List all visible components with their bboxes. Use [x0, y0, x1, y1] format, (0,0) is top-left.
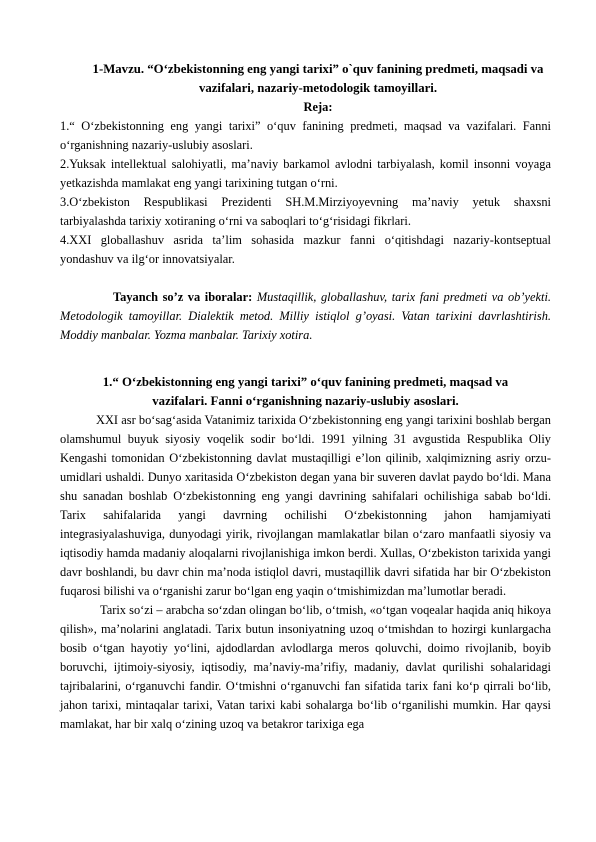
keywords-paragraph: [60, 288, 551, 345]
keywords-text: Mustaqillik, globallashuv, tarix fani predmeti va ob’yekti. Metodologik tamoyillar. Dialektik metod. Milliy istiqlol g’oyasi. Vatan tarixini davrlashtirish. Moddiy manbalar. Yozma manbalar. Tarixiy xotira.: [60, 290, 551, 342]
plan-item-2: 2.Yuksak intellektual salohiyatli, ma’naviy barkamol avlodni tarbiyalash, komil insonni voyaga yetkazishda mamlakat eng yangi tarixining tutgan o‘rni.: [60, 157, 551, 190]
keywords-label: Tayanch so’z va iboralar:: [113, 290, 253, 304]
section-paragraph-2: Tarix so‘zi – arabcha so‘zdan olingan bo‘lib, o‘tmish, «o‘tgan voqealar haqida aniq hikoya qilish», ma’nolarini anglatadi. Tarix butun insoniyatning uzoq o‘tmishdan to hozirgi kunlargacha bosib o‘tgan hayotiy yo‘lini, ajdodlardan avlodlarga meros qoluvchi, doimo rivojlanib, boyib boruvchi, ijtimoiy-siyosiy, iqtisodiy, ma’naviy-ma’rifiy, madaniy, davlat qurilishi sohalaridagi tajribalarini, o‘rganuvchi fandir. O‘tmishni o‘rganuvchi fan sifatida tarix fani ko‘p qirrali bo‘lib, jahon tarixi, mintaqalar tarixi, Vatan tarixi kabi sohalarga bo‘lib o‘rganilishi mumkin. Har qaysi mamlakat, har bir xalq o‘zining uzoq va betakror tarixiga ega: [60, 603, 551, 731]
section-paragraph-1: XXI asr bo‘sag‘asida Vatanimiz tarixida O‘zbekistonning eng yangi tarixini boshlab bergan olamshumul buyuk siyosiy voqelik sodir bo‘ldi. 1991 yilning 31 avgustida Respublika Oliy Kengashi tomonidan O‘zbekistonning davlat mustaqilligi e’lon qilinib, xalqimizning asriy orzu-umidlari ushaldi. Dunyo xaritasida O‘zbekiston degan yana bir suveren davlat paydo bo‘ldi. Mana shu sanadan boshlab O‘zbekistonning eng yangi davrining sahifalari ochilishiga sabab bo‘ldi. Tarix sahifalarida yangi davrning ochilishi O‘zbekistonning jahon hamjamiyati integrasiyalashuviga, dunyodagi yirik, rivojlangan mamlakatlar bilan o‘zaro manfaatli siyosiy va iqtisodiy hamda madaniy aloqalarni rivojlanishiga imkon berdi. Xullas, O‘zbekiston tarixida yangi davr boshlandi, bu davr chin ma’noda istiqlol davri, mustaqillik davri sifatida har bir O‘zbekiston fuqarosi bilishi va o‘rganishi zarur bo‘lgan eng yaqin o‘tmishimizdan ma’lumotlar beradi.: [60, 413, 551, 598]
section-body: [60, 411, 551, 734]
plan-item-3: 3.O‘zbekiston Respublikasi Prezidenti SH.M.Mirziyoyevning ma’naviy yetuk shaxsni tarbiyalashda tarixiy xotiraning o‘rni va saboqlari to‘g‘risidagi fikrlari.: [60, 195, 551, 228]
spacer: [85, 345, 551, 373]
plan-heading: Reja:: [303, 100, 333, 114]
plan-item-4: 4.XXI globallashuv asrida ta’lim sohasida mazkur fanni o‘qitishdagi nazariy-kontseptual yondashuv va ilg‘or innovatsiyalar.: [60, 233, 551, 266]
page-content: [60, 60, 551, 734]
document-title: 1-Mavzu. “O‘zbekistonning eng yangi tarixi” o`quv fanining predmeti, maqsadi va vazifalari, nazariy-metodologik tamoyillari.: [92, 62, 544, 95]
spacer: [85, 269, 551, 288]
plan-list: [60, 117, 551, 269]
plan-item-1: 1.“ O‘zbekistonning eng yangi tarixi” o‘quv fanining predmeti, maqsad va vazifalari. Fanni o‘rganishning nazariy-uslubiy asoslari.: [60, 119, 551, 152]
section-title: 1.“ O‘zbekistonning eng yangi tarixi” o‘quv fanining predmeti, maqsad va vazifalari. Fanni o‘rganishning nazariy-uslubiy asoslari.: [102, 375, 509, 408]
